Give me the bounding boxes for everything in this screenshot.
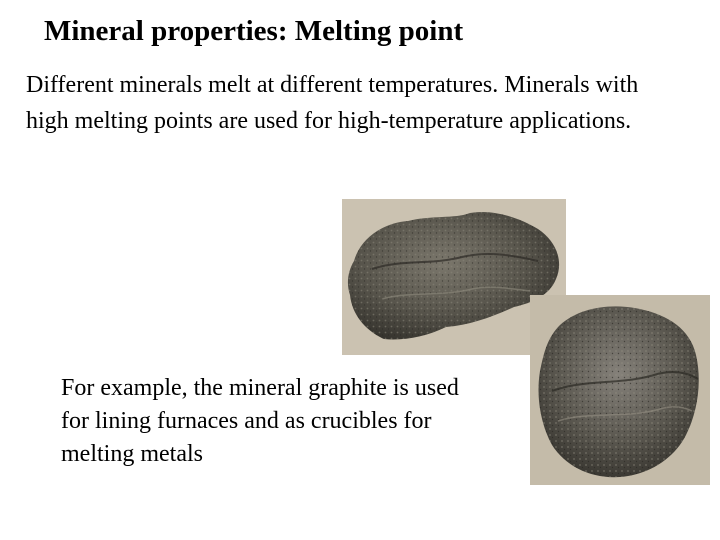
graphite-photo-bottom: [530, 295, 710, 485]
slide-title: Mineral properties: Melting point: [44, 15, 464, 47]
slide-body-text: Different minerals melt at different temperatures. Minerals with high melting points are used for high-temperature applications.: [26, 72, 639, 134]
graphite-rock-image: [530, 295, 710, 485]
graphite-caption: For example, the mineral graphite is used for lining furnaces and as crucibles for melting metals: [61, 375, 459, 467]
